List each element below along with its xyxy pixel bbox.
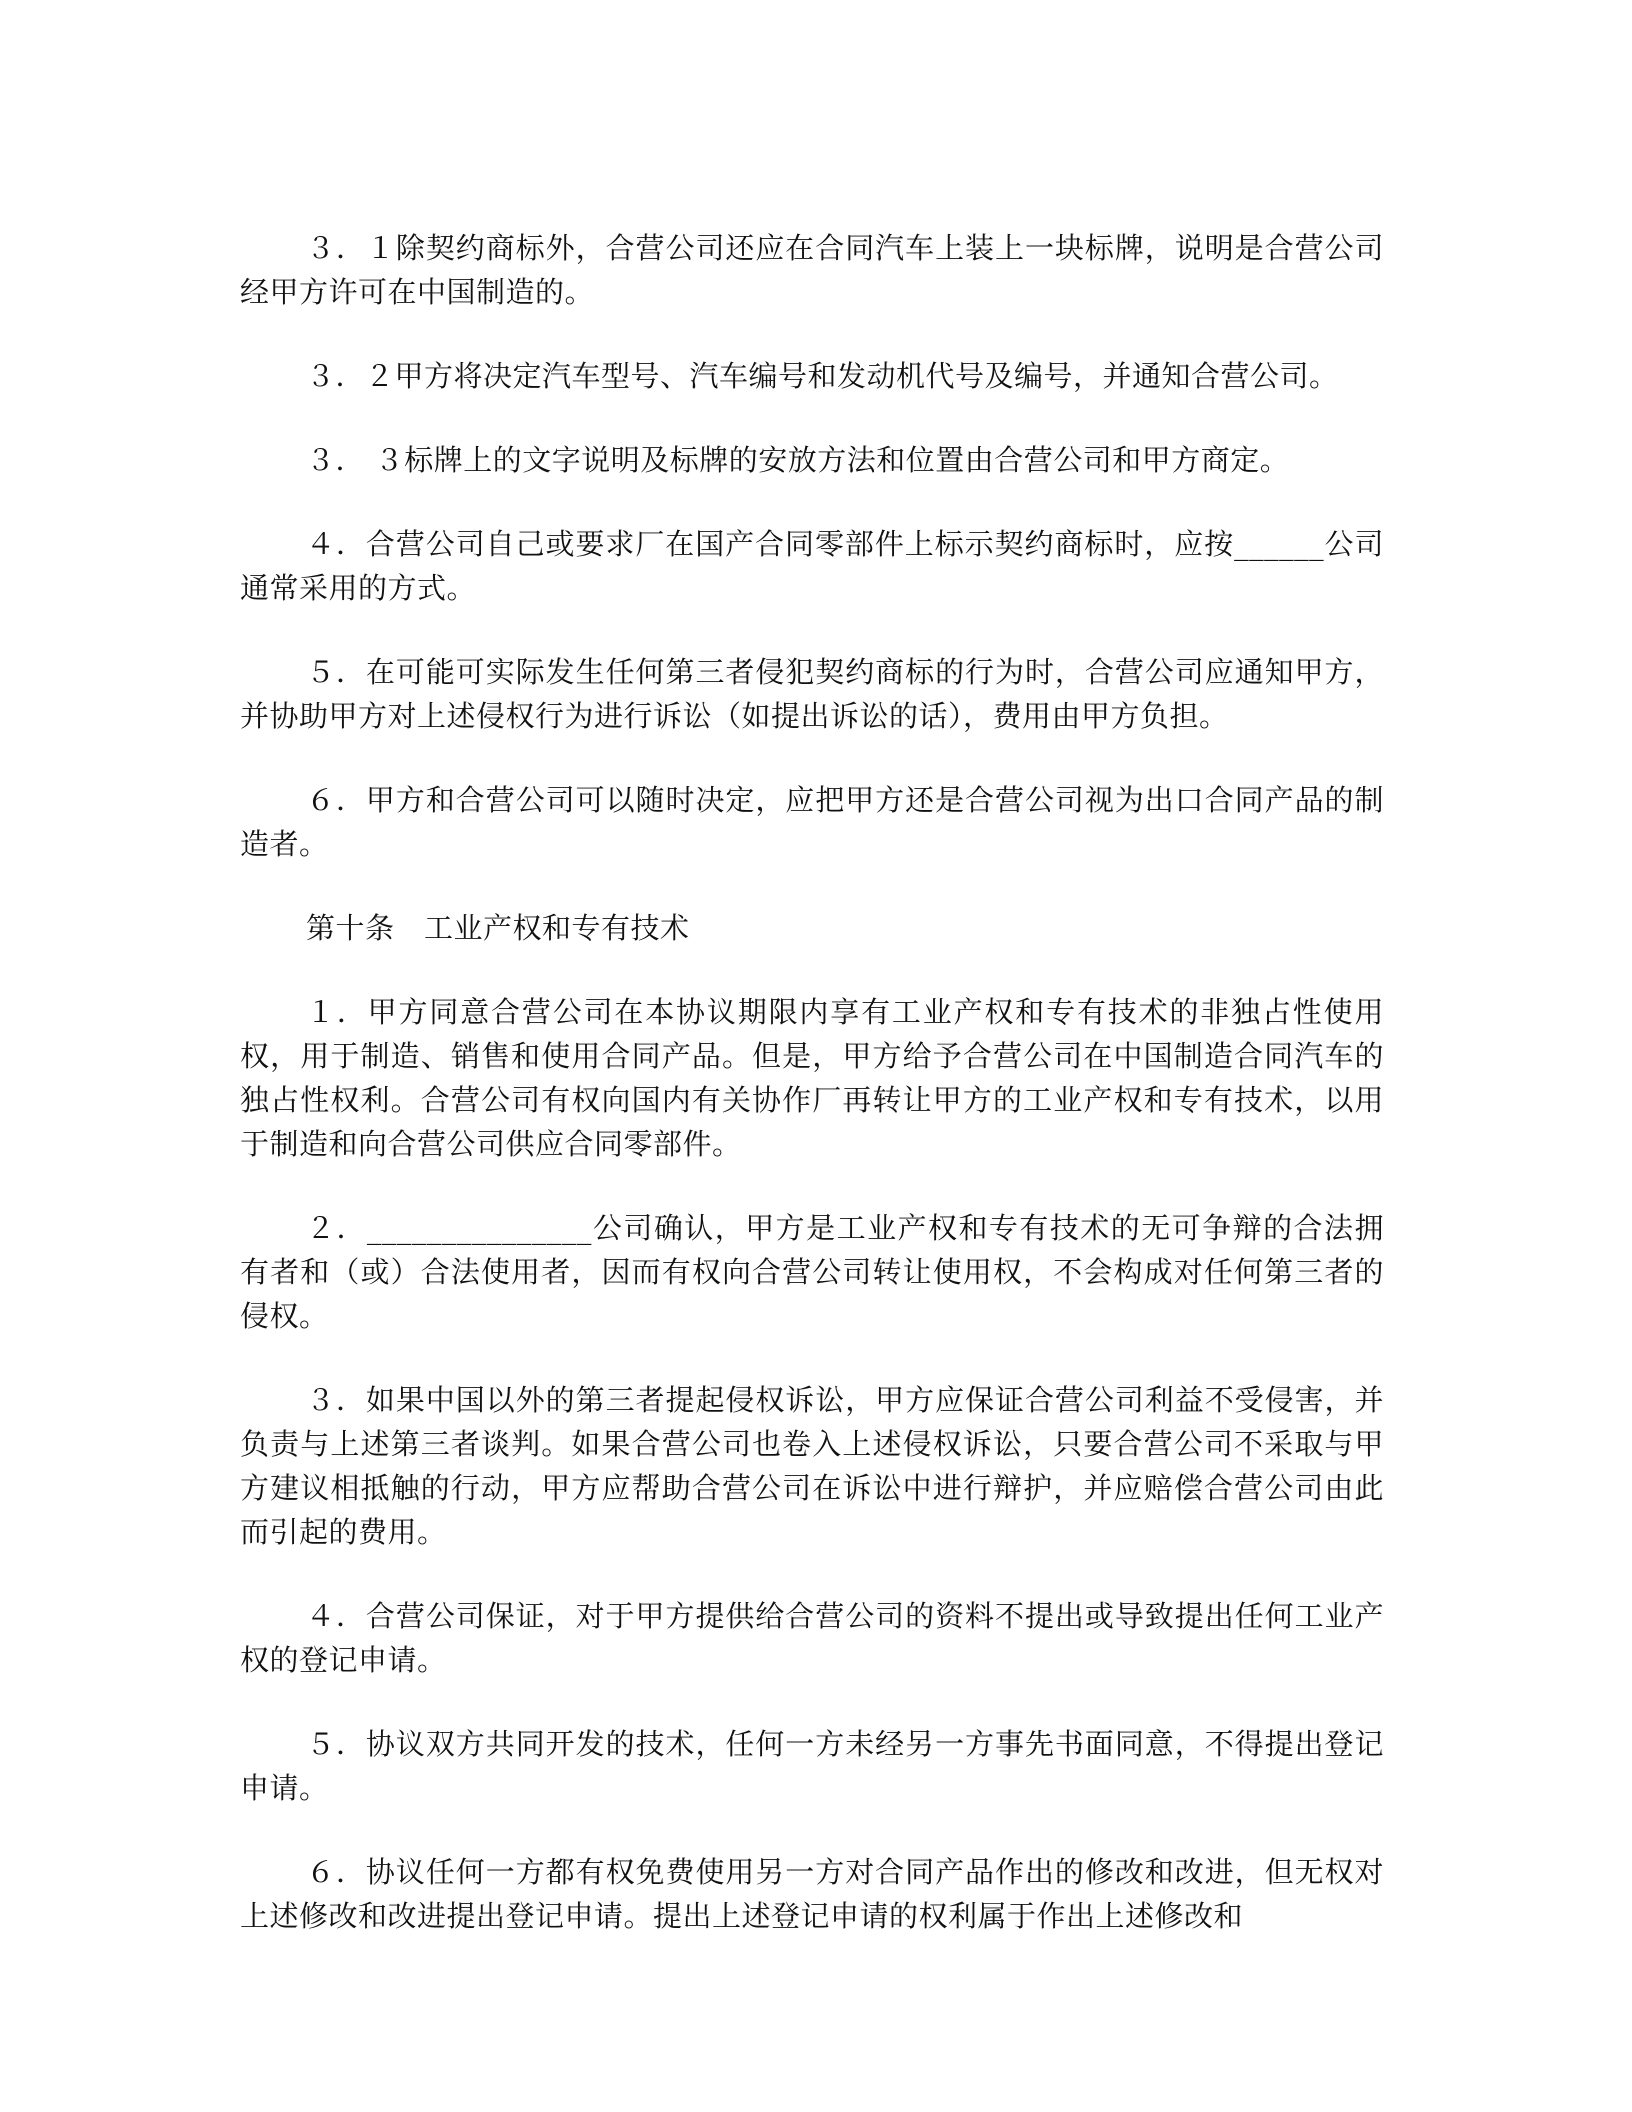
paragraph-5: ５．在可能可实际发生任何第三者侵犯契约商标的行为时，合营公司应通知甲方，并协助甲方对上述侵权行为进行诉讼（如提出诉讼的话），费用由甲方负担。 (240, 655, 1384, 733)
paragraph-10-1: １．甲方同意合营公司在本协议期限内享有工业产权和专有技术的非独占性使用权，用于制造、销售和使用合同产品。但是，甲方给予合营公司在中国制造合同汽车的独占性权利。合营公司有权向国内有关协作厂再转让甲方的工业产权和专有技术，以用于制造和向合营公司供应合同零部件。 (240, 995, 1384, 1161)
paragraph-3-1: ３．１除契约商标外，合营公司还应在合同汽车上装上一块标牌，说明是合营公司经甲方许可在中国制造的。 (240, 231, 1384, 309)
paragraph-3-3: ３． ３标牌上的文字说明及标牌的安放方法和位置由合营公司和甲方商定。 (306, 443, 1290, 477)
paragraph-10-3: ３．如果中国以外的第三者提起侵权诉讼，甲方应保证合营公司利益不受侵害，并负责与上述第三者谈判。如果合营公司也卷入上述侵权诉讼，只要合营公司不采取与甲方建议相抵触的行动，甲方应帮助合营公司在诉讼中进行辩护，并应赔偿合营公司由此而引起的费用。 (240, 1383, 1384, 1549)
paragraph-10-4: ４．合营公司保证，对于甲方提供给合营公司的资料不提出或导致提出任何工业产权的登记申请。 (240, 1599, 1384, 1677)
section-heading-article-10: 第十条 工业产权和专有技术 (306, 911, 690, 945)
paragraph-6: ６．甲方和合营公司可以随时决定，应把甲方还是合营公司视为出口合同产品的制造者。 (240, 783, 1384, 861)
paragraph-4: ４．合营公司自己或要求厂在国产合同零部件上标示契约商标时，应按______公司通常采用的方式。 (240, 527, 1384, 605)
paragraph-10-6: ６．协议任何一方都有权免费使用另一方对合同产品作出的修改和改进，但无权对上述修改和改进提出登记申请。提出上述登记申请的权利属于作出上述修改和 (240, 1855, 1384, 1933)
paragraph-10-5: ５．协议双方共同开发的技术，任何一方未经另一方事先书面同意，不得提出登记申请。 (240, 1727, 1384, 1805)
document-body (240, 226, 1384, 1978)
paragraph-10-2: ２．_______________公司确认，甲方是工业产权和专有技术的无可争辩的合法拥有者和（或）合法使用者，因而有权向合营公司转让使用权，不会构成对任何第三者的侵权。 (240, 1211, 1384, 1333)
paragraph-3-2: ３．２甲方将决定汽车型号、汽车编号和发动机代号及编号，并通知合营公司。 (306, 359, 1339, 393)
